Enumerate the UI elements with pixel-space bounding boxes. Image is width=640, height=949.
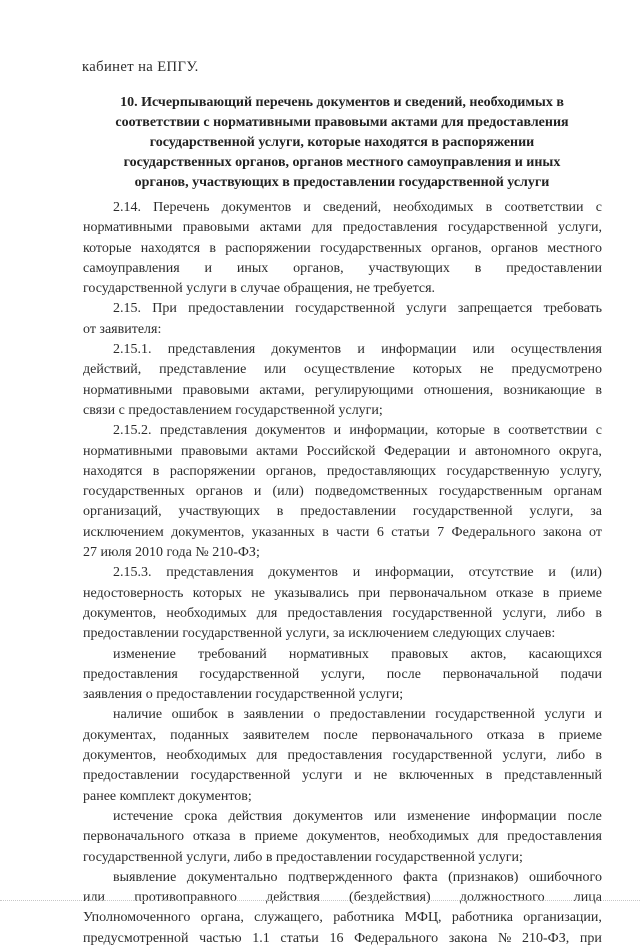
paragraph-line: предоставления государственной услуги, после первоначальной подачи [83, 666, 602, 682]
paragraph-line: 27 июля 2010 года № 210-ФЗ; [83, 545, 260, 561]
heading-line: соответствии с нормативными правовыми актами для предоставления [115, 115, 569, 130]
heading-line: государственной услуги, которые находятся в распоряжении [149, 135, 535, 150]
paragraph-line: недостоверность которых не указывались при первоначальном отказе в приеме [83, 585, 602, 601]
paragraph-first-line: 2.14. Перечень документов и сведений, необходимых в соответствии с [113, 200, 602, 215]
paragraph-first-line: выявление документально подтвержденного факта (признаков) ошибочного [113, 869, 602, 885]
paragraph-first-line: изменение требований нормативных правовых актов, касающихся [113, 646, 602, 662]
paragraph-line: государственных органов и (или) подведомственных государственным органам [83, 484, 602, 500]
paragraph-line: которые находятся в распоряжении государственных органов, органов местного [83, 240, 602, 256]
paragraph-line: документах, поданных заявителем после первоначального отказа в приеме [83, 727, 602, 743]
paragraph-line: заявления о предоставлении государственной услуги; [83, 687, 404, 703]
paragraph-line: находятся в распоряжении органов, предоставляющих государственную услугу, [83, 463, 602, 479]
paragraph-first-line: 2.15.1. представления документов и информации или осуществления [113, 342, 602, 358]
paragraph-line: первоначального отказа в приеме документов, необходимых для предоставления [83, 829, 602, 845]
paragraph-line: самоуправления и иных органов, участвующих в предоставлении [83, 260, 602, 276]
paragraph-line: связи с предоставлением государственной услуги; [83, 402, 383, 418]
paragraph-line: государственной услуги в случае обращения, не требуется. [83, 281, 436, 297]
paragraph-line: исключением документов, указанных в части 6 статьи 7 Федерального закона от [83, 524, 602, 540]
paragraph-line: Уполномоченного органа, служащего, работника МФЦ, работника организации, [83, 910, 602, 926]
paragraph-line: нормативными правовыми актами, регулирующими отношения, возникающие в [83, 382, 602, 398]
paragraph-line: действий, представление или осуществление которых не предусмотрено [83, 362, 602, 378]
paragraph-line: или противоправного действия (бездействия) должностного лица [83, 890, 602, 906]
paragraph-line: нормативными правовыми актами Российской Федерации и автономного округа, [83, 443, 602, 459]
document-body [83, 198, 602, 949]
paragraph-line: организаций, участвующих в предоставлении государственной услуги, за [83, 504, 602, 520]
section-heading [82, 93, 602, 193]
paragraph-first-line: 2.15.2. представления документов и информации, которые в соответствии с [113, 423, 602, 439]
paragraph-line: нормативными правовыми актами для предоставления государственной услуги, [83, 220, 602, 236]
paragraph-first-line: истечение срока действия документов или изменение информации после [113, 808, 602, 824]
paragraph-first-line: 2.15. При предоставлении государственной услуги запрещается требовать [113, 301, 602, 317]
paragraph-line: предусмотренной частью 1.1 статьи 16 Федерального закона № 210-ФЗ, при [83, 930, 602, 946]
page-top-line: кабинет на ЕПГУ. [82, 59, 199, 75]
paragraph-line: предоставлении государственной услуги и не включенных в представленный [83, 768, 602, 784]
paragraph-first-line: наличие ошибок в заявлении о предоставлении государственной услуги и [113, 707, 602, 723]
paragraph-line: документов, необходимых для предоставления государственной услуги, либо в [83, 605, 602, 621]
paragraph-line: ранее комплект документов; [83, 788, 252, 804]
heading-line: органов, участвующих в предоставлении государственной услуги [134, 175, 550, 190]
paragraph-first-line: 2.15.3. представления документов и информации, отсутствие и (или) [113, 565, 602, 581]
heading-line: государственных органов, органов местного самоуправления и иных [123, 155, 561, 170]
paragraph-line: документов, необходимых для предоставления государственной услуги, либо в [83, 748, 602, 764]
paragraph-line: от заявителя: [83, 321, 162, 337]
paragraph-line: государственной услуги, либо в предоставлении государственной услуги; [83, 849, 523, 865]
paragraph-line: предоставлении государственной услуги, за исключением следующих случаев: [83, 626, 556, 642]
page-bottom-edge [0, 900, 640, 901]
heading-line: 10. Исчерпывающий перечень документов и сведений, необходимых в [120, 95, 564, 110]
